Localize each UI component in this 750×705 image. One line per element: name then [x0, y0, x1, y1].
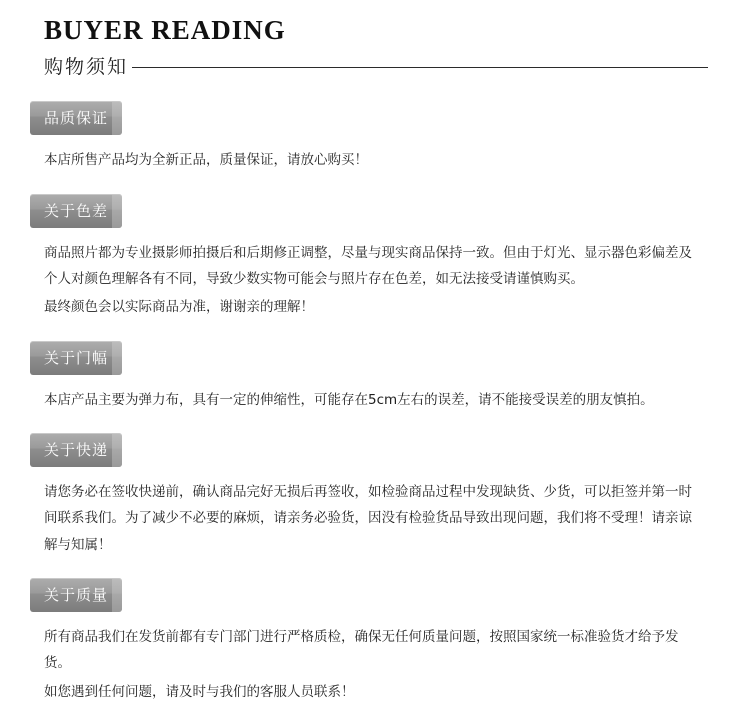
section-shipping: [30, 433, 720, 558]
section-badge: 关于门幅: [30, 341, 122, 375]
spacer: [30, 417, 720, 433]
section-paragraph: 请您务必在签收快递前，确认商品完好无损后再签收，如检验商品过程中发现缺货、少货，可以拒签并第一时间联系我们。为了减少不必要的麻烦，请亲务必验货，因没有检验货品导致出现问题，我们将不受理！请亲谅解与知属！: [44, 483, 692, 553]
spacer: [30, 178, 720, 194]
section-paragraph: 最终颜色会以实际商品为准，谢谢亲的理解！: [44, 299, 314, 316]
section-badge: 关于质量: [30, 578, 122, 612]
section-badge: 品质保证: [30, 101, 122, 135]
section-badge: 关于色差: [30, 194, 122, 228]
header-divider: [132, 67, 708, 68]
section-paragraph: 本店所售产品均为全新正品，质量保证，请放心购买！: [44, 152, 368, 169]
page-title-row: [44, 52, 750, 79]
section-fabric-width: [30, 341, 720, 413]
page-header: [0, 0, 750, 79]
page-title-en: BUYER READING: [44, 15, 286, 45]
sections-container: [0, 79, 750, 704]
section-quality-guarantee: [30, 101, 720, 173]
section-badge: 关于快递: [30, 433, 122, 467]
spacer: [30, 325, 720, 341]
page-title-cn: 购物须知: [44, 56, 129, 79]
section-paragraph: 所有商品我们在发货前都有专门部门进行严格质检，确保无任何质量问题，按照国家统一标准验货才给予发货。: [44, 628, 679, 672]
section-color-difference: [30, 194, 720, 321]
section-paragraph: 商品照片都为专业摄影师拍摄后和后期修正调整，尽量与现实商品保持一致。但由于灯光、显示器色彩偏差及个人对颜色理解各有不同，导致少数实物可能会与照片存在色差，如无法接受请谨慎购买。: [44, 244, 692, 288]
section-product-quality: [30, 578, 720, 705]
section-paragraph: 本店产品主要为弹力布，具有一定的伸缩性，可能存在5cm左右的误差，请不能接受误差的朋友慎拍。: [44, 391, 654, 408]
section-paragraph: 如您遇到任何问题，请及时与我们的客服人员联系！: [44, 683, 355, 700]
spacer: [30, 562, 720, 578]
